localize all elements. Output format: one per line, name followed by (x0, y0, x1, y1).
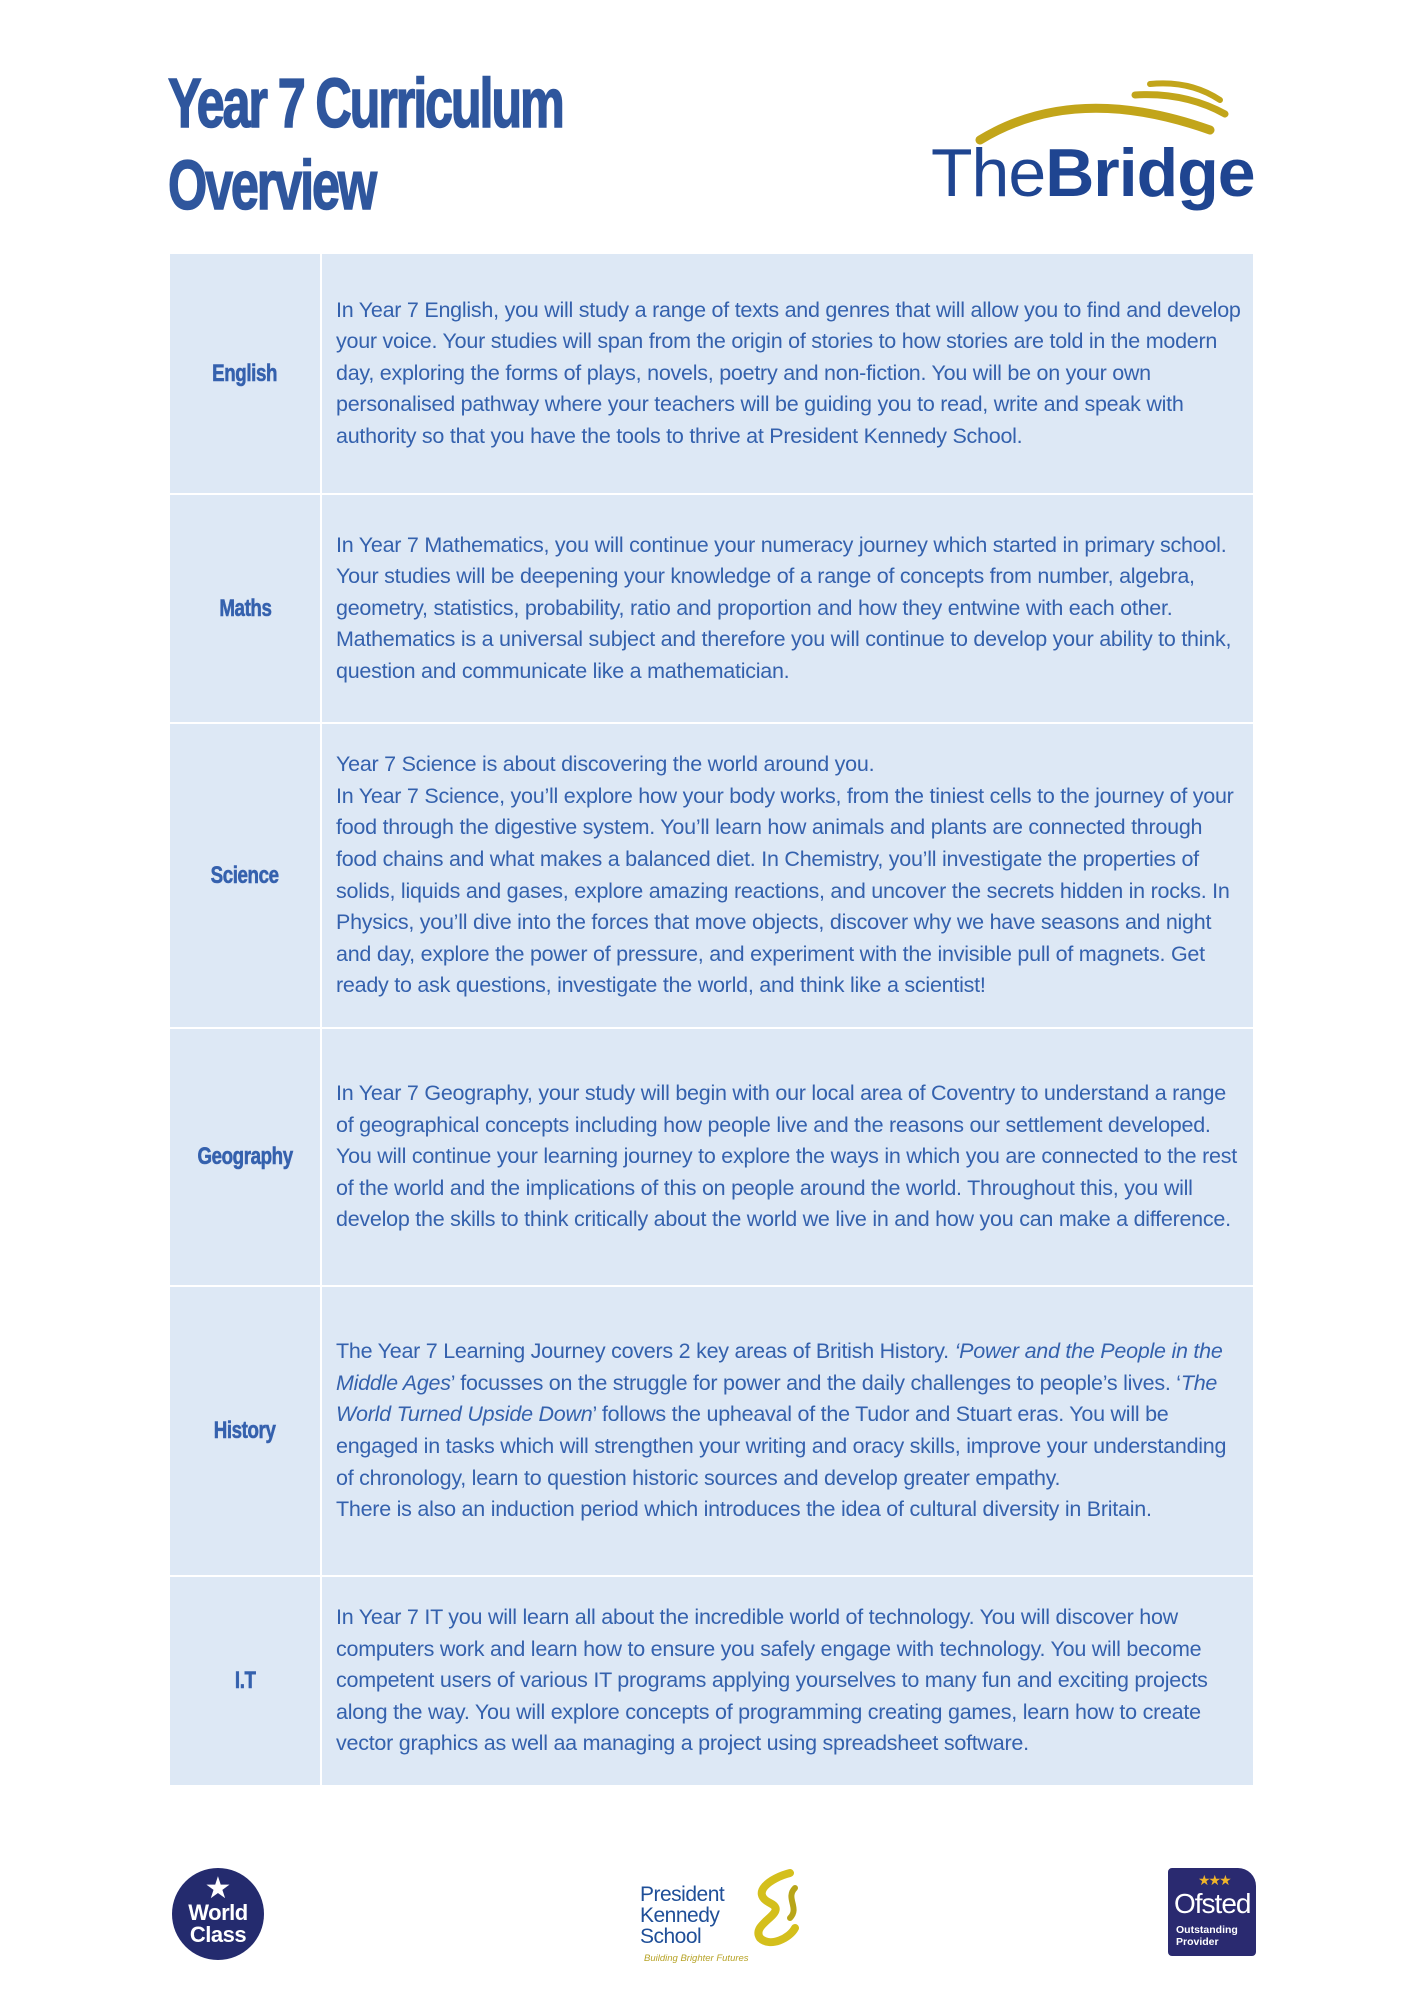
subject-label: History (170, 1287, 320, 1575)
subject-description: In Year 7 Mathematics, you will continue your numeracy journey which started in primary school. Your studies will be deepening your knowledge of a range of concepts from number, algebra, geometry, statistics, probability, ratio and proportion and how they entwine with each other. Mathematics is a universal subject and therefore you will continue to develop your ability to think, question and communicate like a mathematician. (322, 495, 1253, 722)
subject-description: Year 7 Science is about discovering the world around you. In Year 7 Science, you’ll explore how your body works, from the tiniest cells to the journey of your food through the digestive system. You’ll learn how animals and plants are connected through food chains and what makes a balanced diet. In Chemistry, you’ll investigate the properties of solids, liquids and gases, explore amazing reactions, and uncover the secrets hidden in rocks. In Physics, you’ll dive into the forces that move objects, discover why we have seasons and night and day, explore the power of pressure, and experiment with the invisible pull of magnets. Get ready to ask questions, investigate the world, and think like a scientist! (322, 724, 1253, 1027)
world-class-logo (172, 1868, 264, 1960)
curriculum-table (168, 252, 1255, 1787)
page-title (168, 62, 563, 226)
world-class-line2: Class (189, 1922, 247, 1947)
world-class-line1: World (188, 1900, 248, 1925)
subject-description: In Year 7 Geography, your study will begin with our local area of Coventry to understand a range of geographical concepts including how people live and the reasons our settlement developed. You will continue your learning journey to explore the ways in which you are connected to the rest of the world and the implications of this on people around the world. Throughout this, you will develop the skills to think critically about the world we live in and how you can make a difference. (322, 1029, 1253, 1285)
table-row-it (170, 1577, 1253, 1785)
subject-label: English (170, 254, 320, 493)
president-kennedy-logo (640, 1868, 810, 1968)
table-row-history (170, 1287, 1253, 1575)
bridge-logo-text (931, 134, 1255, 212)
subject-description: The Year 7 Learning Journey covers 2 key areas of British History. ‘Power and the People in the Middle Ages’ focusses on the struggle for power and the daily challenges to people’s lives. ‘The World Turned Upside Down’ follows the upheaval of the Tudor and Stuart eras. You will be engaged in tasks which will strengthen your writing and oracy skills, improve your understanding of chronology, learn to question historic sources and develop greater empathy. There is also an induction period which introduces the idea of cultural diversity in Britain. (322, 1287, 1253, 1575)
pks-line2: Kennedy (640, 1904, 720, 1927)
ofsted-stars-icon: ★★★ (1198, 1872, 1230, 1888)
ofsted-name: Ofsted (1174, 1888, 1251, 1919)
the-bridge-logo (925, 62, 1265, 227)
logo-text-the: The (931, 135, 1046, 211)
pks-line1: President (640, 1883, 725, 1906)
subject-label: I.T (170, 1577, 320, 1785)
pks-tagline: Building Brighter Futures (644, 1953, 749, 1964)
logo-text-bridge: Bridge (1045, 135, 1255, 211)
ribbon-emblem-icon (740, 1868, 810, 1948)
table-row-maths (170, 495, 1253, 722)
star-person-icon: ★ (204, 1872, 232, 1905)
subject-description: In Year 7 IT you will learn all about the incredible world of technology. You will discover how computers work and learn how to ensure you safely engage with technology. You will become competent users of various IT programs applying yourselves to many fun and exciting projects along the way. You will explore concepts of programming creating games, learn how to create vector graphics as well aa managing a project using spreadsheet software. (322, 1577, 1253, 1785)
subject-label: Science (170, 724, 320, 1027)
ofsted-line1: Outstanding (1176, 1924, 1238, 1936)
pks-line3: School (640, 1925, 702, 1948)
title-line-2: Overview (168, 146, 375, 224)
table-row-geography (170, 1029, 1253, 1285)
subject-label: Maths (170, 495, 320, 722)
title-line-1: Year 7 Curriculum (168, 64, 563, 142)
subject-description: In Year 7 English, you will study a range of texts and genres that will allow you to find and develop your voice. Your studies will span from the origin of stories to how stories are told in the modern day, exploring the forms of plays, novels, poetry and non-fiction. You will be on your own personalised pathway where your teachers will be guiding you to read, write and speak with authority so that you have the tools to thrive at President Kennedy School. (322, 254, 1253, 493)
table-row-english (170, 254, 1253, 493)
table-row-science (170, 724, 1253, 1027)
subject-label: Geography (170, 1029, 320, 1285)
ofsted-line2: Provider (1176, 1936, 1219, 1948)
ofsted-badge (1168, 1868, 1256, 1956)
